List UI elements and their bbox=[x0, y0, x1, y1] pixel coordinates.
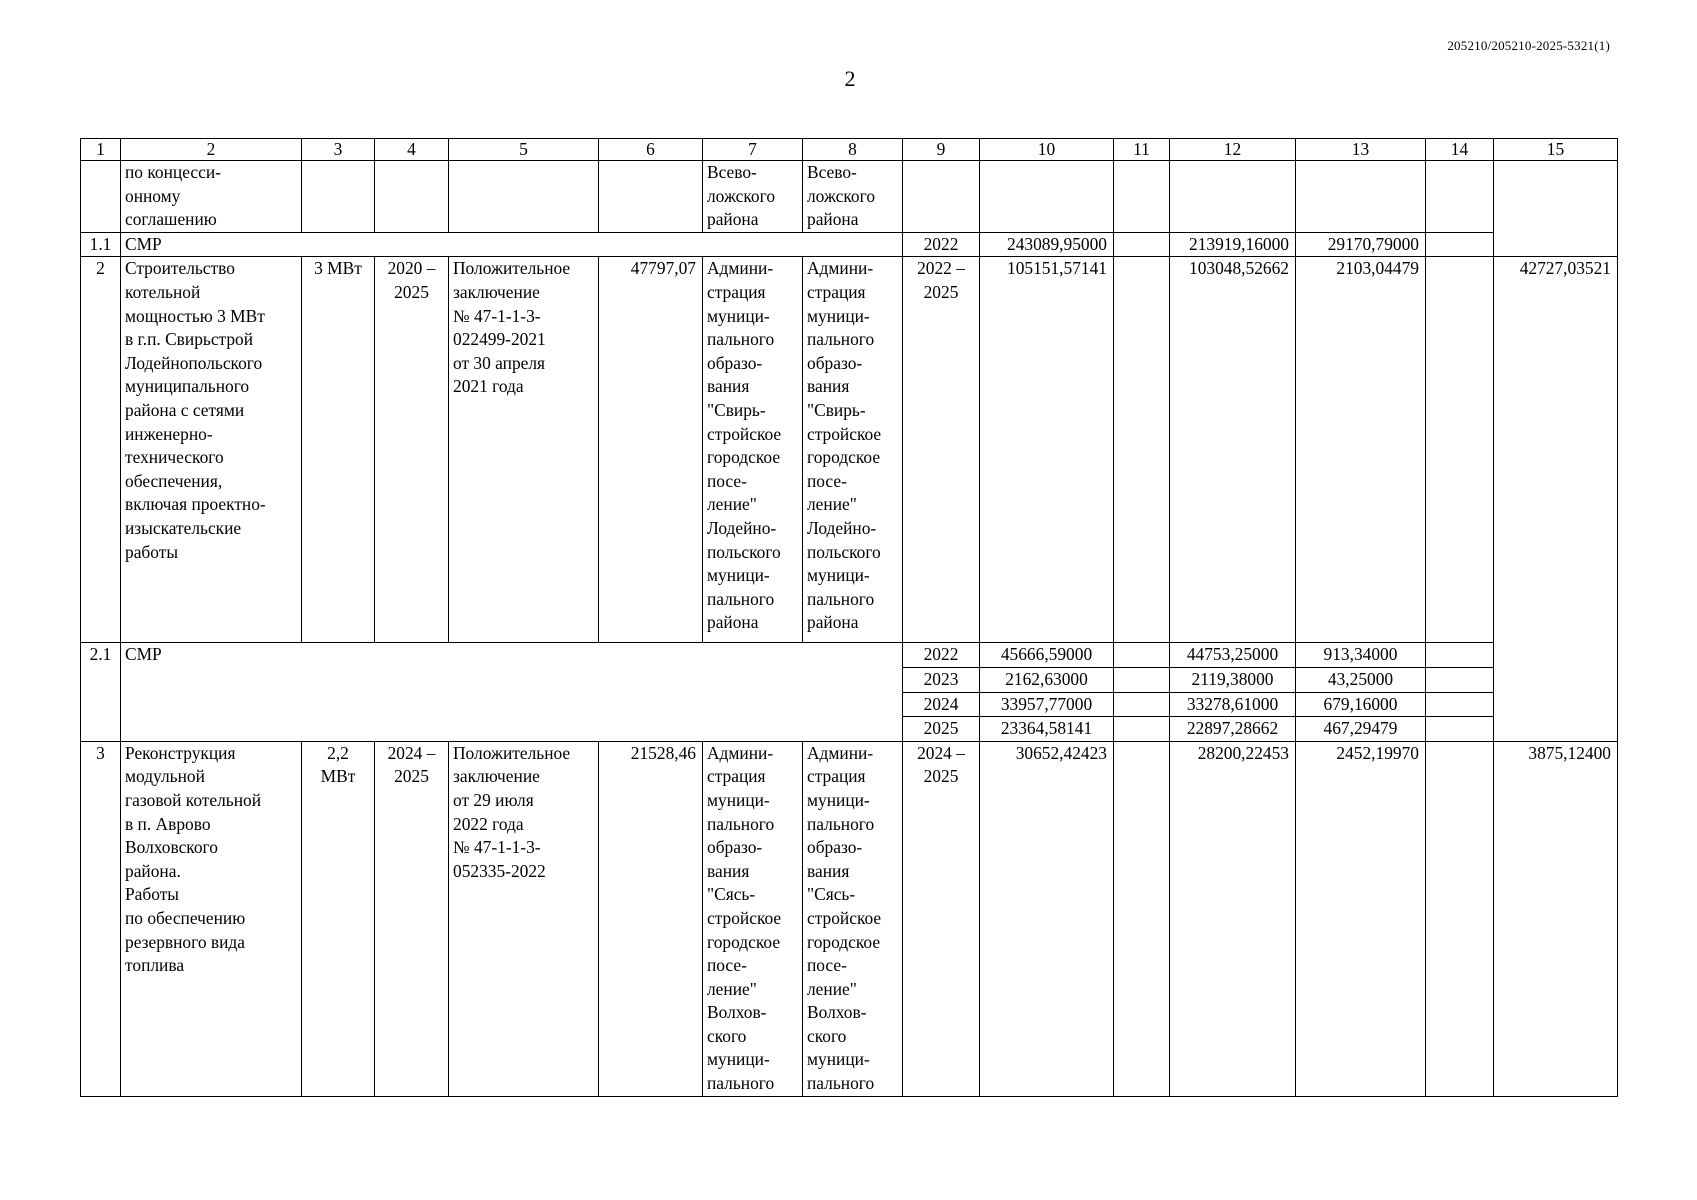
customer-cell: Админи- страция муници- пального образо- вания "Свирь- стройское городское посе- ление" Лодейно- польского муници- пального района bbox=[703, 257, 803, 643]
cost-col12-cell: 103048,52662 bbox=[1170, 257, 1296, 643]
row-number: 2 bbox=[81, 257, 121, 643]
column-number: 5 bbox=[449, 139, 599, 161]
work-type-label: СМР bbox=[121, 232, 903, 257]
table-row-1-1 bbox=[81, 232, 1618, 257]
cost-col12-cell: 28200,22453 bbox=[1170, 741, 1296, 1096]
cost-col13-cell: 29170,79000 bbox=[1296, 232, 1426, 257]
work-type-label: СМР bbox=[121, 643, 903, 741]
cost-col15-cell: 3875,12400 bbox=[1494, 741, 1618, 1096]
total-cost-cell: 23364,58141 bbox=[980, 717, 1114, 742]
implementation-period-cell: 2022 – 2025 bbox=[903, 257, 980, 643]
column-number: 10 bbox=[980, 139, 1114, 161]
developer-cell: Всево- ложского района bbox=[803, 161, 903, 233]
column-number: 6 bbox=[599, 139, 703, 161]
total-cost-cell: 33957,77000 bbox=[980, 692, 1114, 717]
column-number: 1 bbox=[81, 139, 121, 161]
document-registration-number: 205210/205210-2025-5321(1) bbox=[1447, 38, 1610, 53]
object-name-cell: Строительство котельной мощностью 3 МВт в г.п. Свирьстрой Лодейнопольского муниципального района с сетями инженерно- технического обеспечения, включая проектно- изыскательские работы bbox=[121, 257, 302, 643]
column-number: 14 bbox=[1426, 139, 1494, 161]
estimated-cost-cell: 21528,46 bbox=[599, 741, 703, 1096]
cost-col15-cell: 42727,03521 bbox=[1494, 257, 1618, 741]
developer-cell: Админи- страция муници- пального образо- вания "Сясь- стройское городское посе- ление" Волхов- ского муници- пального bbox=[803, 741, 903, 1096]
expertise-cell: Положительное заключение № 47-1-1-3- 022499-2021 от 30 апреля 2021 года bbox=[449, 257, 599, 643]
row-number: 1.1 bbox=[81, 232, 121, 257]
developer-cell: Админи- страция муници- пального образо- вания "Свирь- стройское городское посе- ление" Лодейно- польского муници- пального района bbox=[803, 257, 903, 643]
year-cell: 2023 bbox=[903, 667, 980, 692]
row-number: 3 bbox=[81, 741, 121, 1096]
cost-col13-cell: 913,34000 bbox=[1296, 643, 1426, 668]
row-number: 2.1 bbox=[81, 643, 121, 741]
year-cell: 2024 bbox=[903, 692, 980, 717]
total-cost-cell: 45666,59000 bbox=[980, 643, 1114, 668]
column-number: 2 bbox=[121, 139, 302, 161]
investment-program-table bbox=[80, 138, 1618, 1097]
estimated-cost-cell: 47797,07 bbox=[599, 257, 703, 643]
object-name-cell: по концесси- онному соглашению bbox=[121, 161, 302, 233]
column-number: 15 bbox=[1494, 139, 1618, 161]
implementation-period-cell: 2024 – 2025 bbox=[903, 741, 980, 1096]
cost-col13-cell: 43,25000 bbox=[1296, 667, 1426, 692]
cost-col13-cell: 2452,19970 bbox=[1296, 741, 1426, 1096]
capacity-cell: 2,2 МВт bbox=[302, 741, 375, 1096]
year-cell: 2025 bbox=[903, 717, 980, 742]
total-cost-cell: 105151,57141 bbox=[980, 257, 1114, 643]
cost-col12-cell: 44753,25000 bbox=[1170, 643, 1296, 668]
period-cell: 2024 – 2025 bbox=[375, 741, 449, 1096]
total-cost-cell: 243089,95000 bbox=[980, 232, 1114, 257]
column-number: 7 bbox=[703, 139, 803, 161]
expertise-cell: Положительное заключение от 29 июля 2022 года № 47-1-1-3- 052335-2022 bbox=[449, 741, 599, 1096]
capacity-cell: 3 МВт bbox=[302, 257, 375, 643]
column-number: 8 bbox=[803, 139, 903, 161]
column-number: 9 bbox=[903, 139, 980, 161]
object-name-cell: Реконструкция модульной газовой котельной в п. Аврово Волховского района. Работы по обеспечению резервного вида топлива bbox=[121, 741, 302, 1096]
cost-col12-cell: 213919,16000 bbox=[1170, 232, 1296, 257]
cost-col12-cell: 2119,38000 bbox=[1170, 667, 1296, 692]
cost-col13-cell: 2103,04479 bbox=[1296, 257, 1426, 643]
column-number: 11 bbox=[1114, 139, 1170, 161]
page-number: 2 bbox=[844, 66, 856, 91]
table-row-continuation bbox=[81, 161, 1618, 233]
total-cost-cell: 2162,63000 bbox=[980, 667, 1114, 692]
column-number: 4 bbox=[375, 139, 449, 161]
total-cost-cell: 30652,42423 bbox=[980, 741, 1114, 1096]
year-cell: 2022 bbox=[903, 643, 980, 668]
customer-cell: Админи- страция муници- пального образо- вания "Сясь- стройское городское посе- ление" Волхов- ского муници- пального bbox=[703, 741, 803, 1096]
table-row-2 bbox=[81, 257, 1618, 643]
cost-col13-cell: 679,16000 bbox=[1296, 692, 1426, 717]
period-cell: 2020 – 2025 bbox=[375, 257, 449, 643]
table-row-2-1 bbox=[81, 643, 1618, 668]
column-number: 12 bbox=[1170, 139, 1296, 161]
year-cell: 2022 bbox=[903, 232, 980, 257]
table-row-3 bbox=[81, 741, 1618, 1096]
customer-cell: Всево- ложского района bbox=[703, 161, 803, 233]
cost-col12-cell: 33278,61000 bbox=[1170, 692, 1296, 717]
column-number: 3 bbox=[302, 139, 375, 161]
cost-col12-cell: 22897,28662 bbox=[1170, 717, 1296, 742]
column-number: 13 bbox=[1296, 139, 1426, 161]
cost-col13-cell: 467,29479 bbox=[1296, 717, 1426, 742]
column-number-row bbox=[81, 139, 1618, 161]
